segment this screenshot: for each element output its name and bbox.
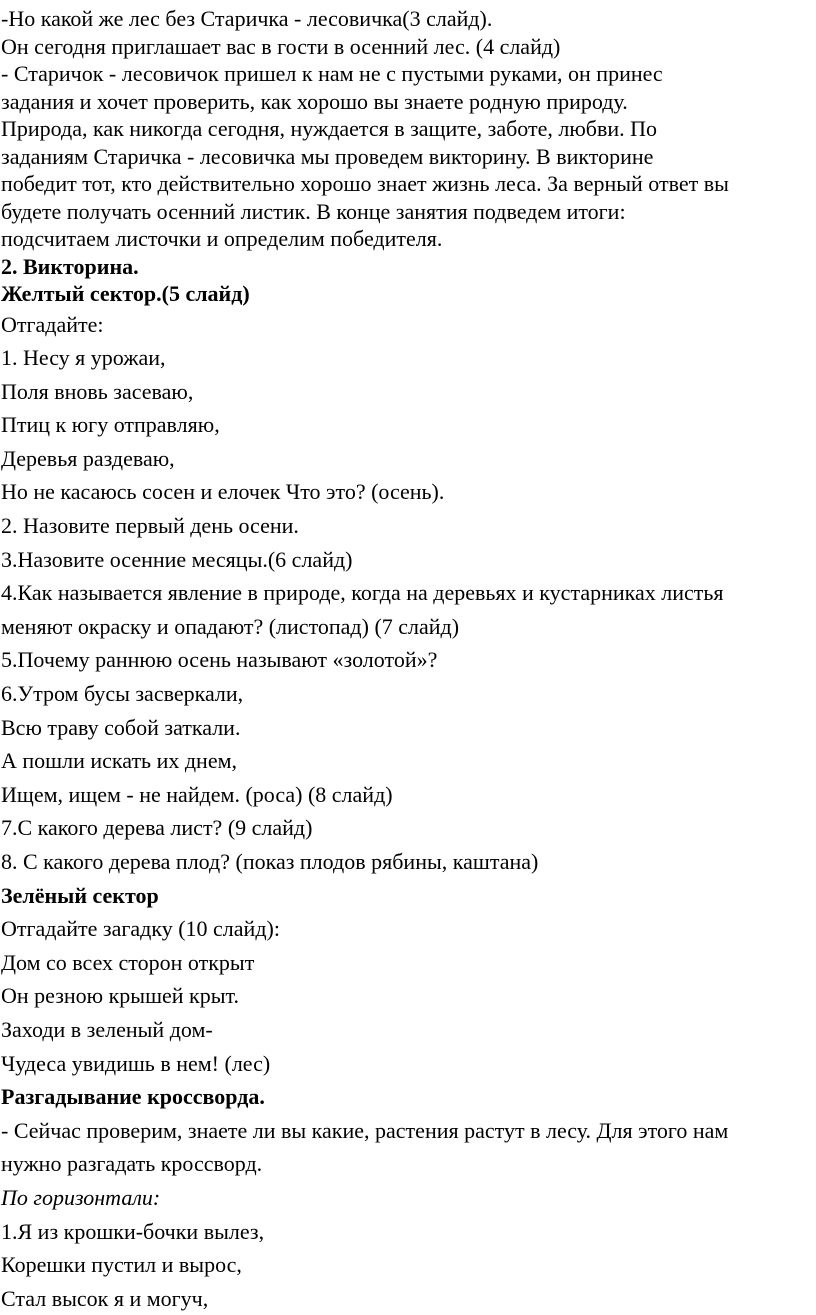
quiz-block <box>1 308 816 1315</box>
text-line: Птиц к югу отправляю, <box>1 408 816 442</box>
text-line: 4.Как называется явление в природе, когда на деревьях и кустарниках листья <box>1 576 816 610</box>
text-line: заданиям Старичка - лесовичка мы проведем викторину. В викторине <box>1 143 816 171</box>
text-line: меняют окраску и опадают? (листопад) (7 слайд) <box>1 610 816 644</box>
subheading-italic: По горизонтали: <box>1 1181 816 1215</box>
section-heading: Желтый сектор.(5 слайд) <box>1 280 816 308</box>
section-heading: 2. Викторина. <box>1 253 816 281</box>
text-line: А пошли искать их днем, <box>1 744 816 778</box>
text-line: 5.Почему раннюю осень называют «золотой»? <box>1 643 816 677</box>
section-heading: Разгадывание кроссворда. <box>1 1080 816 1114</box>
text-line: Корешки пустил и вырос, <box>1 1248 816 1282</box>
text-line: будете получать осенний листик. В конце занятия подведем итоги: <box>1 198 816 226</box>
text-line: 8. С какого дерева плод? (показ плодов рябины, каштана) <box>1 845 816 879</box>
text-line: -Но какой же лес без Старичка - лесовичка(3 слайд). <box>1 5 816 33</box>
text-line: 3.Назовите осенние месяцы.(6 слайд) <box>1 543 816 577</box>
text-line: 2. Назовите первый день осени. <box>1 509 816 543</box>
section-heading: Зелёный сектор <box>1 879 816 913</box>
text-line: задания и хочет проверить, как хорошо вы знаете родную природу. <box>1 88 816 116</box>
text-line: Дом со всех сторон открыт <box>1 946 816 980</box>
text-line: Всю траву собой заткали. <box>1 711 816 745</box>
intro-block <box>1 5 816 308</box>
text-line: Он резною крышей крыт. <box>1 979 816 1013</box>
text-line: Ищем, ищем - не найдем. (роса) (8 слайд) <box>1 778 816 812</box>
text-line: Чудеса увидишь в нем! (лес) <box>1 1047 816 1081</box>
text-line: 6.Утром бусы засверкали, <box>1 677 816 711</box>
text-line: - Сейчас проверим, знаете ли вы какие, растения растут в лесу. Для этого нам <box>1 1114 816 1148</box>
text-line: 1. Несу я урожаи, <box>1 341 816 375</box>
text-line: Природа, как никогда сегодня, нуждается в защите, заботе, любви. По <box>1 115 816 143</box>
text-line: Но не касаюсь сосен и елочек Что это? (осень). <box>1 475 816 509</box>
text-line: Поля вновь засеваю, <box>1 375 816 409</box>
text-line: победит тот, кто действительно хорошо знает жизнь леса. За верный ответ вы <box>1 170 816 198</box>
text-line: Деревья раздеваю, <box>1 442 816 476</box>
text-line: Отгадайте загадку (10 слайд): <box>1 912 816 946</box>
text-line: Он сегодня приглашает вас в гости в осенний лес. (4 слайд) <box>1 33 816 61</box>
text-line: Стал высок я и могуч, <box>1 1282 816 1315</box>
text-line: подсчитаем листочки и определим победителя. <box>1 225 816 253</box>
text-line: 7.С какого дерева лист? (9 слайд) <box>1 811 816 845</box>
text-line: Отгадайте: <box>1 308 816 342</box>
text-line: нужно разгадать кроссворд. <box>1 1147 816 1181</box>
text-line: - Старичок - лесовичок пришел к нам не с пустыми руками, он принес <box>1 60 816 88</box>
text-line: 1.Я из крошки-бочки вылез, <box>1 1215 816 1249</box>
text-line: Заходи в зеленый дом- <box>1 1013 816 1047</box>
